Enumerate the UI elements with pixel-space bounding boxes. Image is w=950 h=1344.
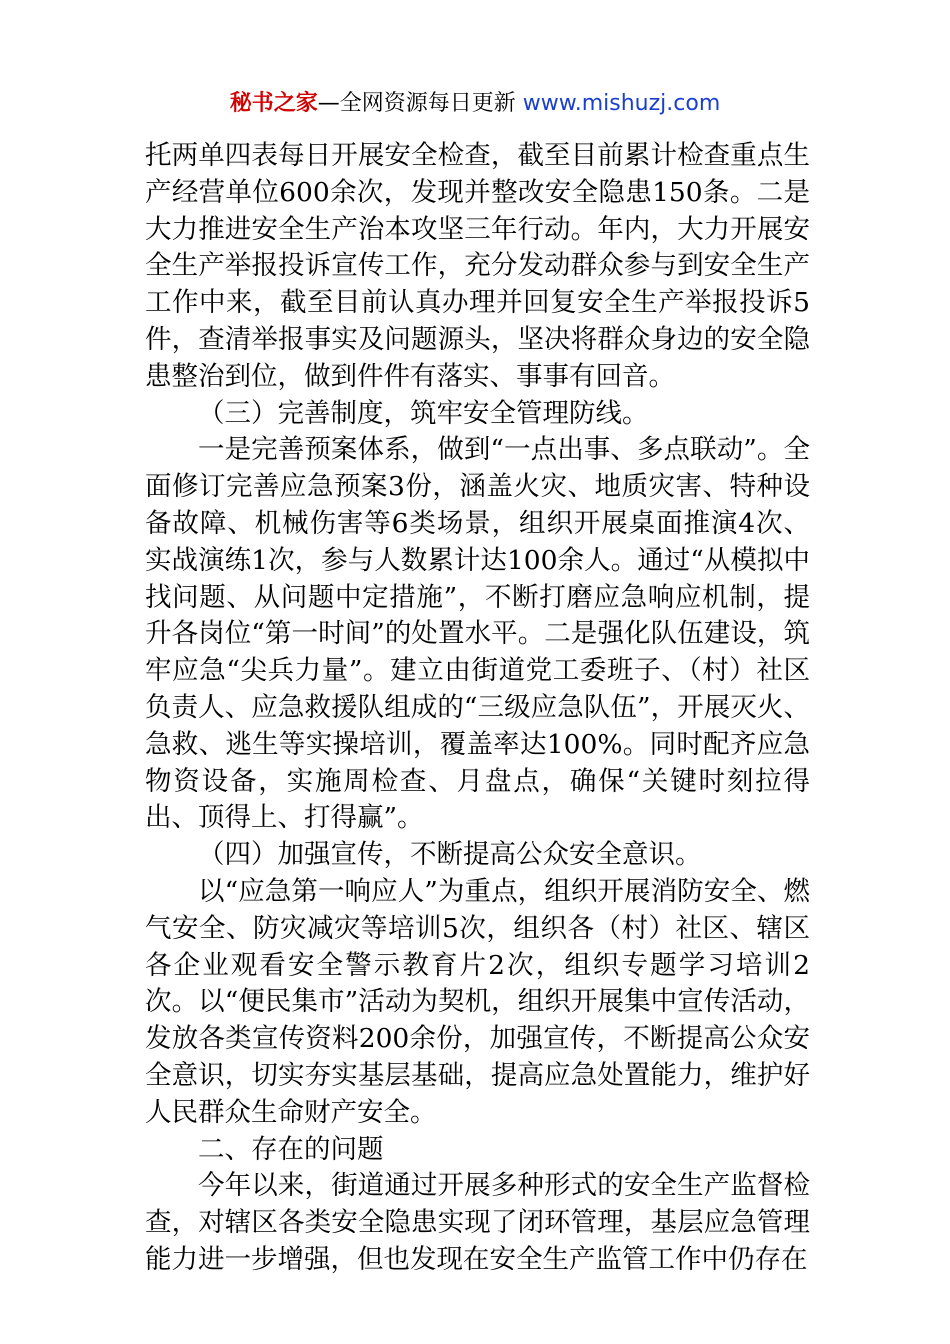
- paragraph: 以“应急第一响应人”为重点，组织开展消防安全、燃气安全、防灾减灾等培训5次，组织各（村）社区、辖区各企业观看安全警示教育片2次，组织专题学习培训2次。以“便民集市”活动为契机，组织开展集中宣传活动，发放各类宣传资料200余份，加强宣传，不断提高公众安全意识，切实夯实基层基础，提高应急处置能力，维护好人民群众生命财产安全。: [145, 875, 810, 1128]
- site-url-link[interactable]: www.mishuzj.com: [522, 91, 721, 116]
- paragraph: 今年以来，街道通过开展多种形式的安全生产监督检查，对辖区各类安全隐患实现了闭环管理，基层应急管理能力进一步增强，但也发现在安全生产监管工作中仍存在: [145, 1170, 810, 1275]
- site-tagline: —全网资源每日更新: [317, 91, 523, 116]
- paragraph: 一是完善预案体系，做到“一点出事、多点联动”。全面修订完善应急预案3份，涵盖火灾、地质灾害、特种设备故障、机械伤害等6类场景，组织开展桌面推演4次、实战演练1次，参与人数累计达100余人。通过“从模拟中找问题、从问题中定措施”，不断打磨应急响应机制，提升各岗位“第一时间”的处置水平。二是强化队伍建设，筑牢应急“尖兵力量”。建立由街道党工委班子、（村）社区负责人、应急救援队组成的“三级应急队伍”，开展灭火、急救、逃生等实操培训，覆盖率达100%。同时配齐应急物资设备，实施周检查、月盘点，确保“关键时刻拉得出、顶得上、打得赢”。: [145, 434, 810, 834]
- paragraph-continuation: 托两单四表每日开展安全检查，截至目前累计检查重点生产经营单位600余次，发现并整改安全隐患150条。二是大力推进安全生产治本攻坚三年行动。年内，大力开展安全生产举报投诉宣传工作，充分发动群众参与到安全生产工作中来，截至目前认真办理并回复安全生产举报投诉5件，查清举报事实及问题源头，坚决将群众身边的安全隐患整治到位，做到件件有落实、事事有回音。: [145, 140, 810, 392]
- section-heading-3: （三）完善制度，筑牢安全管理防线。: [198, 397, 649, 429]
- section-heading-4: （四）加强宣传，不断提高公众安全意识。: [198, 839, 702, 871]
- section-heading-problems: 二、存在的问题: [198, 1133, 384, 1165]
- site-brand: 秘书之家: [229, 91, 318, 116]
- document-body: [145, 138, 810, 1279]
- site-header: [0, 88, 950, 120]
